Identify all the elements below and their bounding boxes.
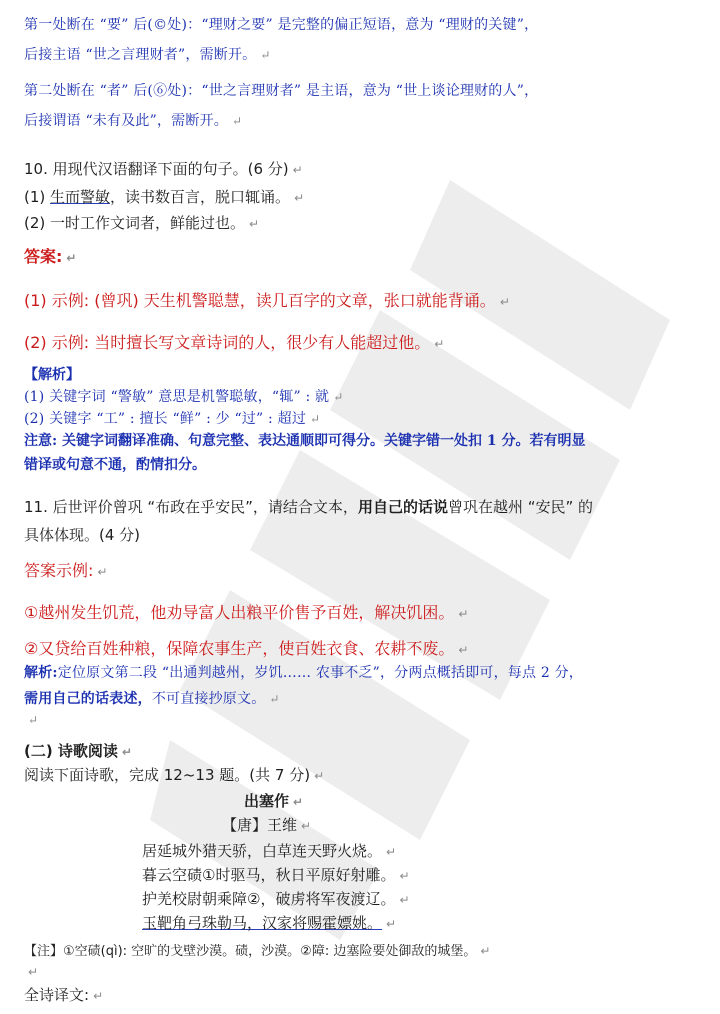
analysis-line: 后接谓语 “未有及此”，需断开。 ↵ [24, 113, 243, 129]
poem-note: 【注】①空碛(qì): 空旷的戈壁沙漠。碛，沙漠。②障: 边塞险要处御敌的城堡。 ↵ [24, 944, 491, 959]
answer-2: (2) 示例: 当时擅长写文章诗词的人，很少有人能超过他。 ↵ [24, 333, 445, 352]
empty-paragraph: ↵ [28, 965, 39, 979]
question-10-sentence-1: (1) 生而警敏，读书数百言，脱口辄诵。 ↵ [24, 188, 305, 206]
answer-example-label: 答案示例: ↵ [24, 561, 108, 580]
scoring-note: 错译或句意不通，酌情扣分。 [24, 457, 206, 473]
poem-author: 【唐】王维 ↵ [222, 816, 312, 834]
analysis-line: 第一处断在 “要” 后(©处)：“理财之要” 是完整的偏正短语，意为 “理财的关键”， [24, 17, 539, 33]
poem-title: 出塞作 ↵ [244, 792, 304, 810]
question-11-line: 具体体现。(4 分) [24, 526, 141, 544]
question-10-title: 10. 用现代汉语翻译下面的句子。(6 分) ↵ [24, 160, 303, 178]
analysis-line: (1) 关键字词 “警敏” 意思是机警聪敏，“辄” : 就 ↵ [24, 389, 344, 405]
question-10-sentence-2: (2) 一时工作文词者，鲜能过也。 ↵ [24, 214, 260, 232]
answer-1: (1) 示例: (曾巩) 天生机警聪慧，读几百字的文章，张口就能背诵。 ↵ [24, 291, 510, 310]
empty-paragraph: ↵ [28, 713, 39, 727]
poem-line: 暮云空碛①时驱马，秋日平原好射雕。 ↵ [142, 866, 410, 884]
answer-1: ①越州发生饥荒，他劝导富人出粮平价售予百姓，解决饥困。 ↵ [24, 603, 469, 622]
answer-2: ②又贷给百姓种粮，保障农事生产，使百姓衣食、农耕不废。 ↵ [24, 639, 469, 658]
poem-intro: 阅读下面诗歌，完成 12~13 题。(共 7 分) ↵ [24, 766, 325, 784]
scoring-note: 注意: 关键字词翻译准确、句意完整、表达通顺即可得分。关键字错一处扣 1 分。若有明显 [24, 433, 586, 449]
poem-line: 护羌校尉朝乘障②，破虏将军夜渡辽。 ↵ [142, 890, 410, 908]
analysis-line: 需用自己的话表述，不可直接抄原文。 ↵ [24, 691, 280, 707]
analysis-line: (2) 关键字 “工” : 擅长 “鲜” : 少 “过” : 超过 ↵ [24, 411, 321, 427]
analysis-label: 【解析】 [24, 367, 80, 383]
answer-label: 答案: ↵ [24, 247, 77, 266]
analysis-line: 后接主语 “世之言理财者”，需断开。 ↵ [24, 47, 271, 63]
analysis-line: 第二处断在 “者” 后(⑥处)：“世之言理财者” 是主语，意为 “世上谈论理财的人”， [24, 83, 539, 99]
analysis-line: 解析:定位原文第二段 “出通判越州，岁饥…… 农事不乏”，分两点概括即可，每点 2 分， [24, 665, 584, 681]
section-heading: (二) 诗歌阅读 ↵ [24, 742, 132, 760]
poem-line: 居延城外猎天骄，白草连天野火烧。 ↵ [142, 842, 397, 860]
translation-label: 全诗译文: ↵ [24, 986, 104, 1004]
poem-line: 玉靶角弓珠勒马，汉家将赐霍嫖姚。 ↵ [142, 914, 397, 932]
question-11-line: 11. 后世评价曾巩 “布政在乎安民”，请结合文本，用自己的话说曾巩在越州 “安民” 的 [24, 498, 594, 516]
